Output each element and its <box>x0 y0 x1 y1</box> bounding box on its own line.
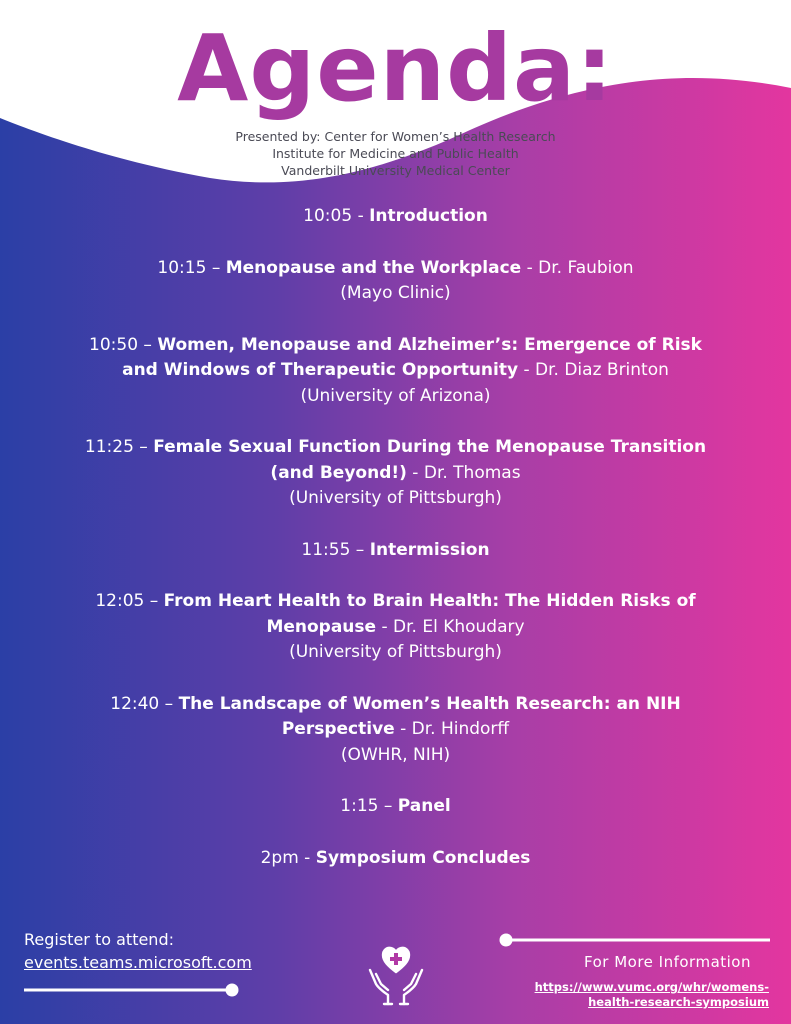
agenda-speaker: - Dr. Diaz Brinton <box>518 360 669 380</box>
info-url-line[interactable]: health-research-symposium <box>588 995 769 1009</box>
agenda-speaker: - Dr. El Khoudary <box>376 616 525 637</box>
agenda-time: 2pm - <box>260 847 316 868</box>
divider-line-right <box>498 933 770 947</box>
agenda-title: Introduction <box>369 206 488 226</box>
agenda-time: 1:15 – <box>340 796 398 816</box>
presenter-line: Vanderbilt University Medical Center <box>281 163 510 178</box>
info-url-line[interactable]: https://www.vumc.org/whr/womens- <box>534 980 769 994</box>
presenter-line: Institute for Medicine and Public Health <box>272 146 519 161</box>
agenda-time: 12:05 – <box>95 591 164 611</box>
divider-line-left <box>24 983 242 997</box>
presenter-line: Presented by: Center for Women’s Health Research <box>235 129 556 144</box>
page-title: Agenda: <box>177 15 614 122</box>
agenda-affiliation: (University of Pittsburgh) <box>289 642 502 662</box>
agenda-title: Intermission <box>369 539 490 560</box>
info-url-link[interactable] <box>509 980 769 1010</box>
agenda-item <box>80 333 711 410</box>
agenda-title: Female Sexual Function During the Menopause Transition (and Beyond!) <box>153 437 707 483</box>
agenda-item <box>80 256 711 307</box>
agenda-item <box>80 538 711 564</box>
agenda-title: Panel <box>397 796 451 816</box>
agenda-title: Menopause and the Workplace <box>225 257 522 278</box>
agenda-title: The Landscape of Women’s Health Research: an NIH Perspective <box>178 693 681 739</box>
agenda-affiliation: (University of Pittsburgh) <box>289 488 502 508</box>
agenda-speaker: - Dr. Thomas <box>406 462 521 483</box>
agenda-affiliation: (Mayo Clinic) <box>340 283 451 303</box>
agenda-item <box>80 204 711 230</box>
agenda-affiliation: (University of Arizona) <box>300 385 491 406</box>
presenter-block <box>0 128 791 179</box>
agenda-speaker: - Dr. Hindorff <box>394 719 510 739</box>
agenda-time: 11:25 – <box>84 437 154 457</box>
agenda-time: 10:05 - <box>303 206 370 226</box>
register-label: Register to attend: <box>24 930 174 949</box>
agenda-time: 11:55 – <box>301 539 370 560</box>
register-link[interactable]: events.teams.microsoft.com <box>24 953 252 972</box>
agenda-item <box>80 589 711 666</box>
agenda-item <box>80 846 711 872</box>
agenda-title: Women, Menopause and Alzheimer’s: Emergence of Risk and Windows of Therapeutic Opportunity <box>122 334 702 380</box>
agenda-item <box>80 692 711 769</box>
more-info-label: For More Information <box>584 953 751 971</box>
heart-hands-icon <box>366 944 426 1006</box>
agenda-title: Symposium Concludes <box>315 847 531 868</box>
agenda-time: 12:40 – <box>110 693 179 714</box>
agenda-affiliation: (OWHR, NIH) <box>340 744 451 765</box>
agenda-list <box>80 204 711 897</box>
agenda-item <box>80 794 711 820</box>
agenda-speaker: - Dr. Faubion <box>521 257 634 278</box>
agenda-title: From Heart Health to Brain Health: The Hidden Risks of Menopause <box>163 591 696 637</box>
agenda-item <box>80 435 711 512</box>
register-block <box>24 928 252 974</box>
agenda-time: 10:50 – <box>89 334 158 355</box>
agenda-time: 10:15 – <box>157 257 226 278</box>
